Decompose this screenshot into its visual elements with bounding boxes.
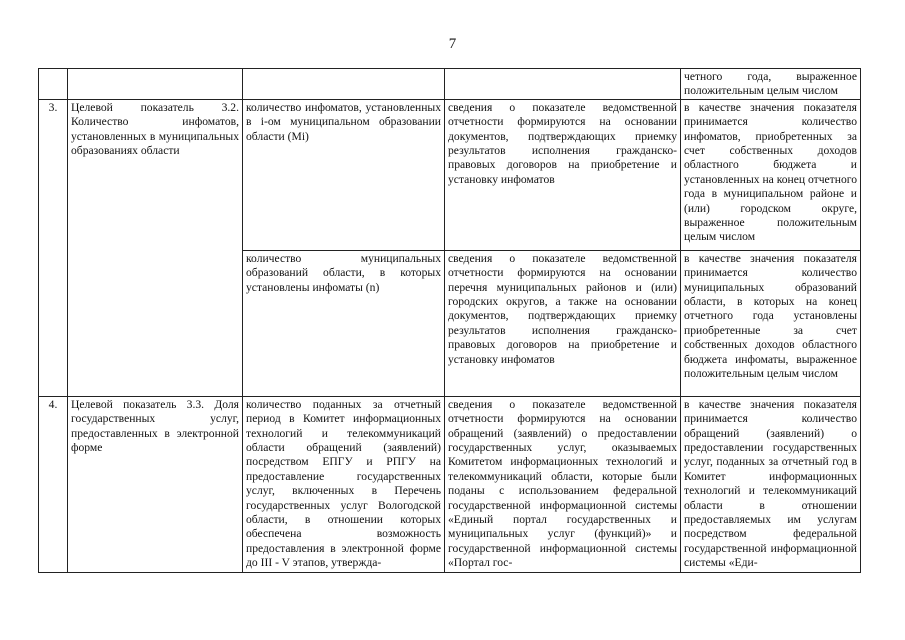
table-cell	[39, 69, 68, 100]
indicators-table	[38, 68, 861, 573]
table-cell	[68, 69, 243, 100]
table-cell-method: четного года, выраженное положительным целым числом	[681, 69, 861, 100]
method-cell: в качестве значения показателя принимается количество инфоматов, приобретенных за счет собственных доходов областного бюджета и установленных на конец отчетного года в муниципальном районе и (или) городском округе, выраженное положительным целым числом	[681, 99, 861, 250]
table-cell	[243, 69, 445, 100]
parameter-cell: количество муниципальных образований области, в которых установлены инфоматы (n)	[243, 250, 445, 396]
table-row	[39, 69, 861, 100]
row-number: 3.	[39, 99, 68, 396]
source-cell: сведения о показателе ведомственной отчетности формируются на основании перечня муниципальных районов и (или) городских округов, а также на основании документов, подтверждающих приемку результатов исполнения гражданско-правовых договоров на приобретение и установку инфоматов	[445, 250, 681, 396]
method-cell: в качестве значения показателя принимается количество муниципальных образований области, в которых на конец отчетного года установлены приобретенные за счет собственных доходов областного бюджета инфоматы, выраженное положительным целым числом	[681, 250, 861, 396]
parameter-cell: количество поданных за отчетный период в Комитет информационных технологий и телекоммуникаций области обращений (заявлений) посредством ЕПГУ и РПГУ на предоставление государственных услуг, включенных в Перечень государственных услуг Вологодской области, в отношении которых обеспечена возможность предоставления в электронной форме до III - V этапов, утвержда-	[243, 396, 445, 572]
table-row	[39, 396, 861, 572]
method-cell: в качестве значения показателя принимается количество обращений (заявлений) о предоставлении государственных услуг, поданных за отчетный год в Комитет информационных технологий и телекоммуникаций области в отношении предоставляемых им услугам посредством федеральной государственной информационной системы «Еди-	[681, 396, 861, 572]
indicator-name: Целевой показатель 3.2. Количество инфоматов, установленных в муниципальных образованиях области	[68, 99, 243, 396]
page-number: 7	[448, 36, 457, 52]
parameter-cell: количество инфоматов, установленных в i-ом муниципальном образовании области (Mi)	[243, 99, 445, 250]
table-row	[39, 99, 861, 250]
source-cell: сведения о показателе ведомственной отчетности формируются на основании обращений (заявлений) о предоставлении государственных услуг, оказываемых Комитетом информационных технологий и телекоммуникаций области, которые были поданы с использованием федеральной государственной информационной системы «Единый портал государственных и муниципальных услуг (функций)» и государственной информационной системы «Портал гос-	[445, 396, 681, 572]
source-cell: сведения о показателе ведомственной отчетности формируются на основании документов, подтверждающих приемку результатов исполнения гражданско-правовых договоров на приобретение и установку инфоматов	[445, 99, 681, 250]
indicator-name: Целевой показатель 3.3. Доля государственных услуг, предоставленных в электронной форме	[68, 396, 243, 572]
table-cell	[445, 69, 681, 100]
row-number: 4.	[39, 396, 68, 572]
